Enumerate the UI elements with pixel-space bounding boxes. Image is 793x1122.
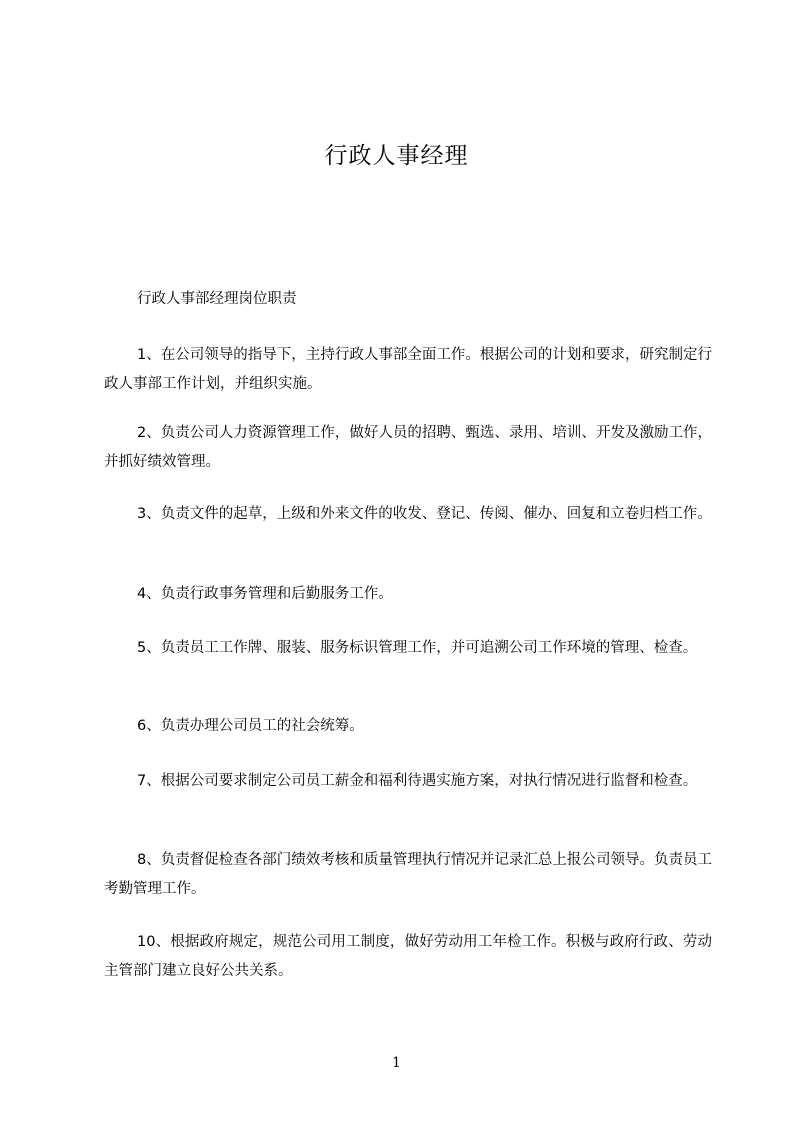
section-heading: 行政人事部经理岗位职责 — [137, 291, 297, 307]
duty-paragraph-1: 1、在公司领导的指导下，主持行政人事部全面工作。根据公司的计划和要求，研究制定行政人事部工作计划，并组织实施。 — [104, 347, 712, 392]
duty-paragraph-3: 3、负责文件的起草，上级和外来文件的收发、登记、传阅、催办、回复和立卷归档工作。 — [137, 506, 712, 522]
page-number: 1 — [392, 1055, 401, 1071]
document-title: 行政人事经理 — [324, 143, 469, 169]
duty-paragraph-10: 10、根据政府规定，规范公司用工制度，做好劳动用工年检工作。积极与政府行政、劳动主管部门建立良好公共关系。 — [104, 934, 712, 979]
duty-paragraph-5: 5、负责员工工作牌、服装、服务标识管理工作，并可追溯公司工作环境的管理、检查。 — [137, 640, 698, 656]
duty-paragraph-7: 7、根据公司要求制定公司员工薪金和福利待遇实施方案，对执行情况进行监督和检查。 — [137, 773, 698, 789]
duty-paragraph-6: 6、负责办理公司员工的社会统筹。 — [137, 718, 364, 734]
duty-paragraph-2: 2、负责公司人力资源管理工作，做好人员的招聘、甄选、录用、培训、开发及激励工作，并抓好绩效管理。 — [104, 425, 712, 470]
duty-paragraph-8: 8、负责督促检查各部门绩效考核和质量管理执行情况并记录汇总上报公司领导。负责员工考勤管理工作。 — [104, 852, 712, 897]
duty-paragraph-4: 4、负责行政事务管理和后勤服务工作。 — [137, 586, 393, 602]
